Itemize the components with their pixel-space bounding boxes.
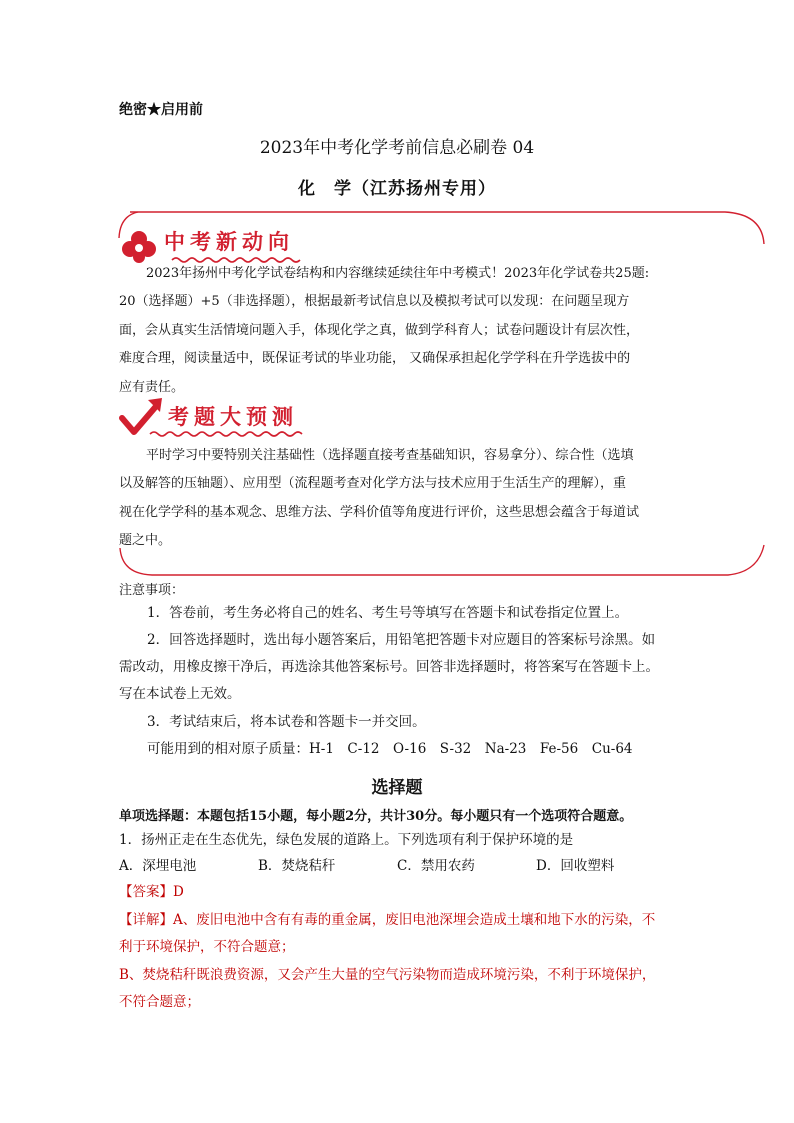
confidential-label: 绝密★启用前 bbox=[119, 102, 203, 118]
notice-title: 注意事项： bbox=[119, 583, 185, 598]
notice-item: 2．回答选择题时，选出每小题答案后，用铅笔把答题卡对应题目的答案标号涂黑。如 bbox=[147, 632, 656, 648]
prediction-line: 视在化学学科的基本观念、思维方法、学科价值等角度进行评价，这些思想会蕴含于每道试 bbox=[119, 504, 640, 520]
trends-line: 2023年扬州中考化学试卷结构和内容继续延续往年中考模式！2023年化学试卷共25题: bbox=[146, 266, 650, 281]
notice-item: 1．答卷前，考生务必将自己的姓名、考生号等填写在答题卡和试卷指定位置上。 bbox=[147, 605, 629, 621]
option-b: B．焚烧秸秆 bbox=[258, 858, 336, 874]
trends-line: 应有责任。 bbox=[119, 379, 185, 395]
explanation-line: 不符合题意； bbox=[119, 994, 200, 1010]
notice-item: 3．考试结束后，将本试卷和答题卡一并交回。 bbox=[147, 714, 426, 730]
trends-line: 难度合理，阅读量适中，既保证考试的毕业功能， 又确保承担起化学学科在升学选拔中的 bbox=[119, 351, 631, 367]
check-arrow-icon bbox=[118, 396, 164, 438]
wavy-underline-2 bbox=[150, 432, 302, 436]
answer-label: 【答案】D bbox=[119, 884, 184, 900]
prediction-line: 平时学习中要特别关注基础性（选择题直接考查基础知识，容易拿分）、综合性（选填 bbox=[146, 448, 634, 463]
section-heading: 选择题 bbox=[371, 778, 423, 798]
notice-item: 需改动，用橡皮擦干净后，再选涂其他答案标号。回答非选择题时，将答案写在答题卡上。 bbox=[119, 659, 659, 675]
explanation-line: 【详解】A、废旧电池中含有有毒的重金属，废旧电池深埋会造成土壤和地下水的污染，不 bbox=[119, 912, 656, 928]
trends-paragraph bbox=[119, 260, 679, 402]
section-title-trends: 中考新动向 bbox=[164, 230, 294, 254]
paper-subtitle: 化 学（江苏扬州专用） bbox=[298, 179, 496, 199]
explanation-line: B、焚烧秸秆既浪费资源，又会产生大量的空气污染物而造成环境污染，不利于环境保护， bbox=[119, 967, 656, 983]
option-a: A．深埋电池 bbox=[119, 858, 197, 874]
paper-title: 2023年中考化学考前信息必刷卷 04 bbox=[259, 138, 535, 158]
notice-item: 写在本试卷上无效。 bbox=[119, 686, 241, 702]
prediction-line: 题之中。 bbox=[119, 533, 172, 549]
section-instruction: 单项选择题：本题包括15小题，每小题2分，共计30分。每小题只有一个选项符合题意。 bbox=[119, 809, 633, 824]
explanation-line: 利于环境保护，不符合题意； bbox=[119, 939, 295, 955]
prediction-line: 以及解答的压轴题）、应用型（流程题考查对化学方法与技术应用于生活生产的理解），重 bbox=[119, 476, 627, 492]
section-title-prediction: 考题大预测 bbox=[168, 405, 298, 429]
option-d: D．回收塑料 bbox=[536, 858, 615, 874]
trends-line: 面，会从真实生活情境问题入手，体现化学之真，做到学科育人；试卷问题设计有层次性， bbox=[119, 322, 640, 338]
atomic-mass-line: 可能用到的相对原子质量：H-1 C-12 O-16 S-32 Na-23 Fe-56 Cu-64 bbox=[147, 741, 633, 757]
option-c: C．禁用农药 bbox=[397, 858, 475, 874]
question-stem: 1．扬州正走在生态优先，绿色发展的道路上。下列选项有利于保护环境的是 bbox=[119, 832, 574, 848]
prediction-paragraph bbox=[119, 442, 679, 556]
trends-line: 20（选择题）+5（非选择题），根据最新考试信息以及模拟考试可以发现：在问题呈现方 bbox=[119, 294, 630, 310]
